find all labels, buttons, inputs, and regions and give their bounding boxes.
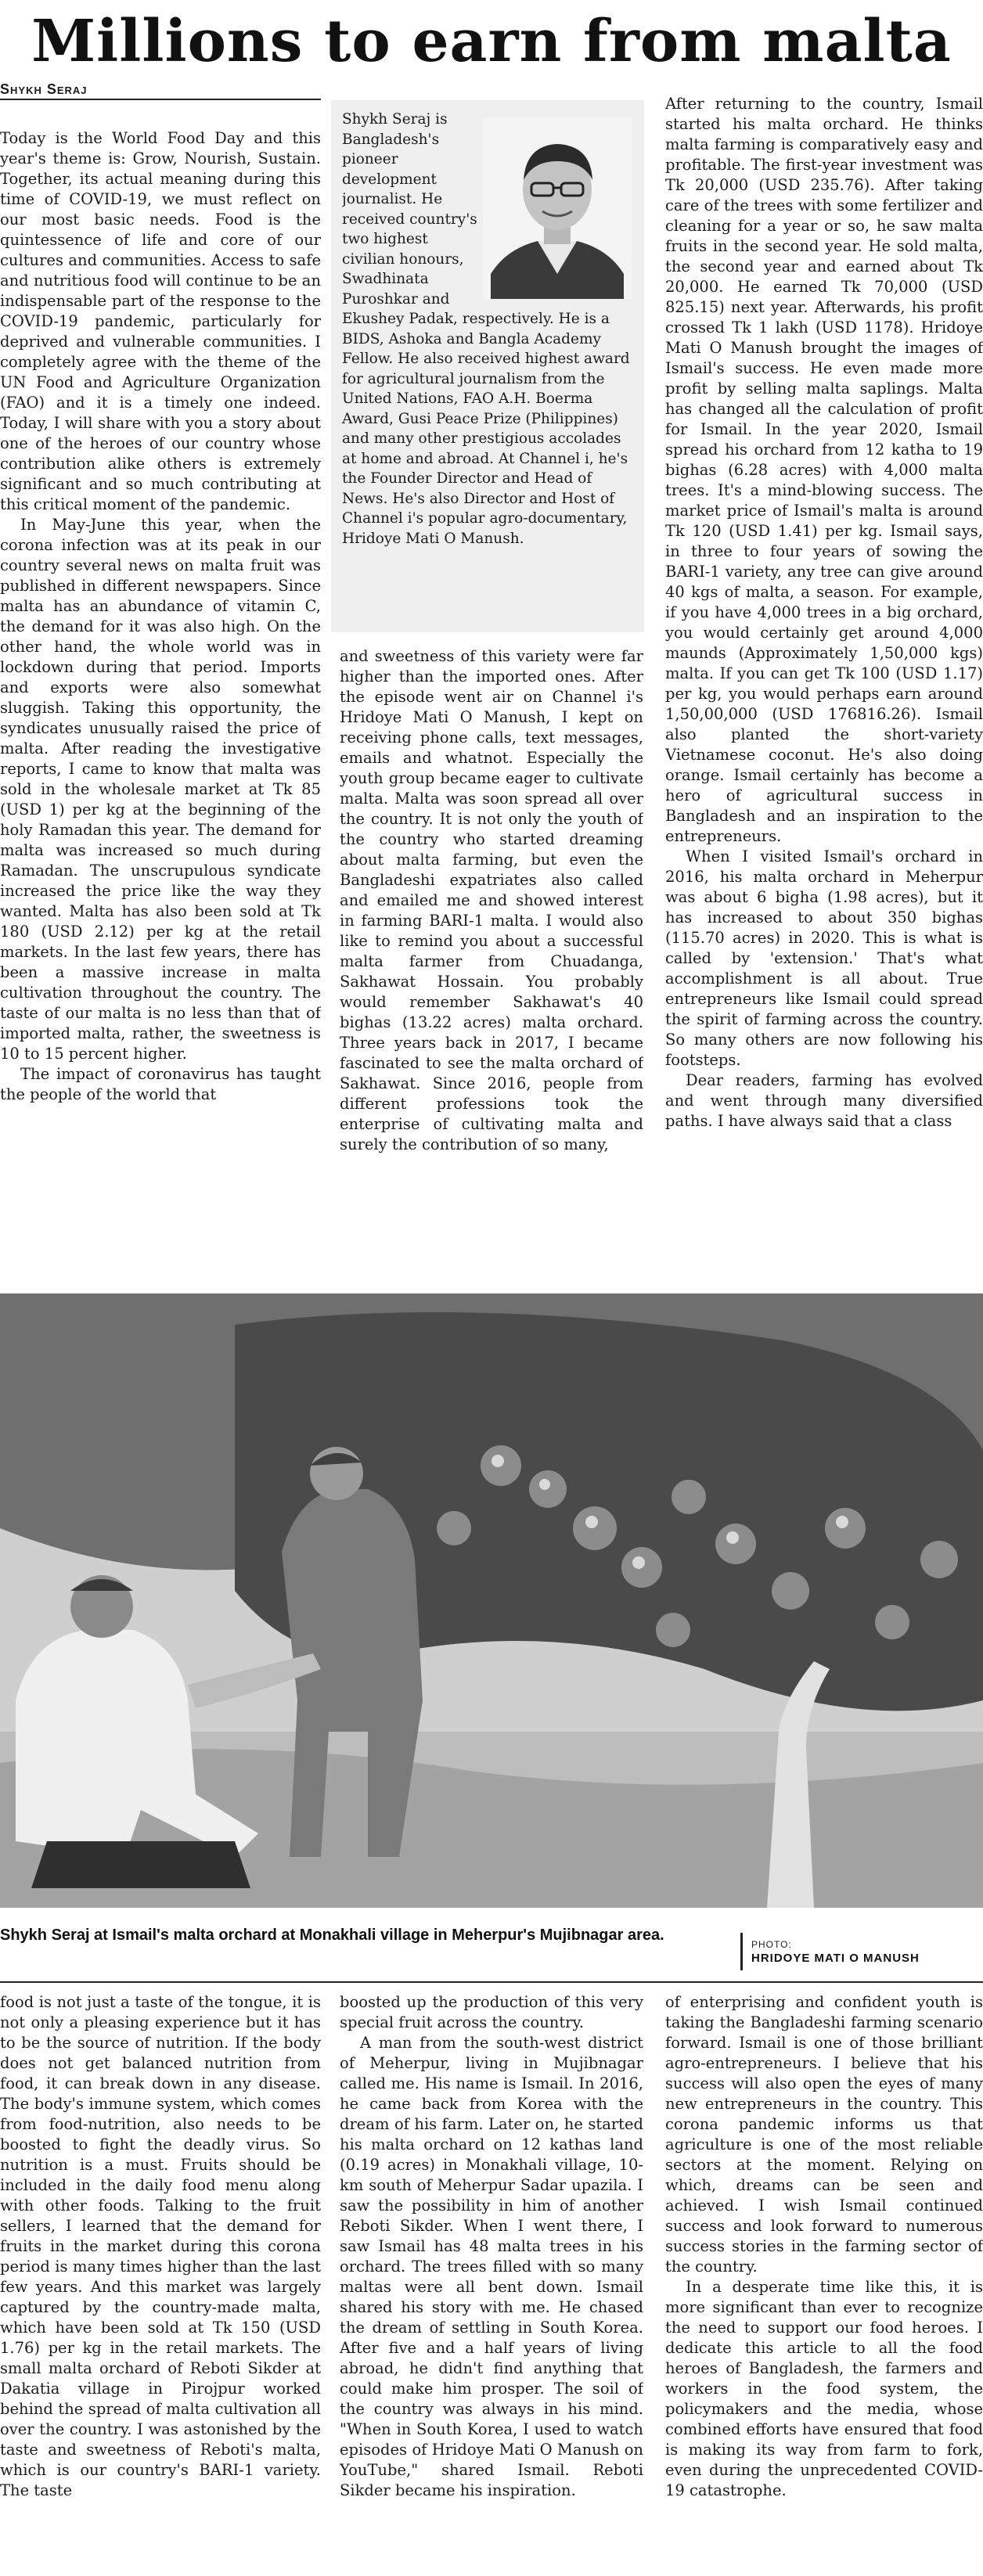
paragraph: of enterprising and confident youth is taking the Bangladeshi farming scenario forward. Ismail is one of those brilliant agro-entrepreneurs. I believe that his success will also open the eyes of many new entrepreneurs in the country. This corona pandemic informs us that agriculture is one of the most reliable sectors at the moment. Relying on which, dreams can be seen and achieved. I wish Ismail continued success and look forward to numerous success stories in the farming sector of the country. bbox=[665, 1993, 983, 2276]
paragraph: After returning to the country, Ismail started his malta orchard. He thinks malta farming is comparatively easy and profitable. The first-year investment was Tk 20,000 (USD 235.76). After taking care of the trees with some fertilizer and cleaning for a year or so, he saw malta fruits in the second year. He sold malta, the second year and earned about Tk 20,000. He earned Tk 70,000 (USD 825.15) next year. Afterwards, his profit crossed Tk 1 lakh (USD 1178). Hridoye Mati O Manush brought the images of Ismail's success. He even made more profit by selling malta saplings. Malta has changed all the calculation of profit for Ismail. In the year 2020, Ismail spread his orchard from 12 katha to 19 bighas (6.28 acres) with 4,000 malta trees. It's a mind-blowing success. The market price of Ismail's malta is around Tk 120 (USD 1.41) per kg. Ismail says, in three to four years of sowing the BARI-1 variety, any tree can give around 40 kgs of malta, a season. For example, if you have 4,000 trees in a big orchard, you would certainly get around 4,000 maunds (Approximately 1,50,000 kgs) malta. If you can get Tk 100 (USD 1.17) per kg, you would perhaps earn around 1,50,00,000 (USD 176816.26). Ismail also planted the short-variety Vietnamese coconut. He's also doing orange. Ismail certainly has become a hero of agricultural success in Bangladesh and an inspiration to the entrepreneurs. bbox=[665, 95, 983, 845]
paragraph: In a desperate time like this, it is more significant than ever to recognize the need to support our food heroes. I dedicate this article to all the food heroes of Bangladesh, the farmers and workers in the food system, the policymakers and the media, whose combined efforts have ensured that food is making its way from farm to fork, even during the unprecedented COVID-19 catastrophe. bbox=[665, 2278, 983, 2499]
paragraph: Today is the World Food Day and this year's theme is: Grow, Nourish, Sustain. Together, its actual meaning during this time of COVID-19, we must reflect on our most basic needs. Food is the quintessence of life and core of our cultures and communities. Access to safe and nutritious food will continue to be an indispensable part of the response to the COVID-19 pandemic, particularly for deprived and vulnerable communities. I completely agree with the theme of the UN Food and Agriculture Organization (FAO) and it is a timely one indeed. Today, I will share with you a story about one of the heroes of our country whose contribution alike others is extremely significant and so much contributing at this critical moment of the pandemic. bbox=[0, 129, 321, 513]
paragraph: food is not just a taste of the tongue, it is not only a pleasing experience but it has to be the source of nutrition. If the body does not get balanced nutrition from food, it can break down in any disease. The body's immune system, which comes from food-nutrition, also needs to be boosted to fight the deadly virus. So nutrition is a must. Fruits should be included in the daily food menu along with other foods. Talking to the fruit sellers, I learned that the demand for fruits in the market during this corona period is many times higher than the last few years. And this market was largely captured by the country-made malta, which have been sold at Tk 150 (USD 1.76) per kg in the retail markets. The small malta orchard of Reboti Sikder at Dakatia village in Pirojpur worked behind the spread of malta cultivation all over the country. I was astonished by the taste and sweetness of Reboti's malta, which is our country's BARI-1 variety. The taste bbox=[0, 1993, 321, 2499]
column-6 bbox=[665, 1992, 983, 2571]
byline-rule bbox=[0, 99, 321, 100]
paragraph: and sweetness of this variety were far higher than the imported ones. After the episode went air on Channel i's Hridoye Mati O Manush, I kept on receiving phone calls, text messages, emails and whatnot. Especially the youth group became eager to cultivate malta. Malta was soon spread all over the country. It is not only the youth of the country who started dreaming about malta farming, but even the Bangladeshi expatriates also called and emailed me and showed interest in farming BARI-1 malta. I would also like to remind you about a successful malta farmer from Chuadanga, Sakhawat Hossain. You probably would remember Sakhawat's 40 bighas (13.22 acres) malta orchard. Three years back in 2017, I became fascinated to see the malta orchard of Sakhawat. Since 2016, people from different professions took the enterprise of cultivating malta and surely the contribution of so many, bbox=[340, 647, 643, 1153]
orchard-photo bbox=[0, 1293, 983, 1908]
paragraph: The impact of coronavirus has taught the people of the world that bbox=[0, 1065, 321, 1103]
photo-credit-label: PHOTO: bbox=[751, 1939, 792, 1950]
caption-rule bbox=[0, 1981, 983, 1983]
column-5 bbox=[340, 1992, 643, 2571]
author-bio-text bbox=[342, 110, 636, 626]
bio-paragraph: Shykh Seraj is Bangladesh's pioneer development journalist. He received country's two highest civilian honours, Swadhinata Puroshkar and Ekushey Padak, respectively. He is a BIDS, Ashoka and Bangla Academy Fellow. He also received highest award for agricultural journalism from the United Nations, FAO A.H. Boerma Award, Gusi Peace Prize (Philippines) and many other prestigious accolades at home and abroad. At Channel i, he's the Founder Director and Head of News. He's also Director and Host of Channel i's popular agro-documentary, Hridoye Mati O Manush. bbox=[342, 111, 630, 547]
photo-caption: Shykh Seraj at Ismail's malta orchard at Monakhali village in Meherpur's Mujibnagar area. bbox=[0, 1927, 664, 1944]
paragraph: boosted up the production of this very special fruit across the country. bbox=[340, 1993, 643, 2031]
column-2 bbox=[340, 646, 643, 1276]
column-4 bbox=[0, 1992, 321, 2571]
portrait-spacer bbox=[485, 110, 636, 300]
orchard-photo-image bbox=[0, 1293, 983, 1908]
column-3 bbox=[665, 94, 983, 1276]
paragraph: Dear readers, farming has evolved and went through many diversified paths. I have always said that a class bbox=[665, 1071, 983, 1130]
photo-credit-name: HRIDOYE MATI O MANUSH bbox=[751, 1952, 920, 1965]
column-1 bbox=[0, 128, 321, 1275]
paragraph: In May-June this year, when the corona infection was at its peak in our country several news on malta fruit was published in different newspapers. Since malta has an abundance of vitamin C, the demand for it was also high. On the other hand, the whole world was in lockdown during that period. Imports and exports were also somewhat sluggish. Taking this opportunity, the syndicates unusually raised the price of malta. After reading the investigative reports, I came to know that malta was sold in the wholesale market at Tk 85 (USD 1) per kg at the beginning of the holy Ramadan this year. The demand for malta was increased so much during Ramadan. The unscrupulous syndicate increased the price like the way they wanted. Malta has also been sold at Tk 180 (USD 2.12) per kg at the retail markets. In the last few years, there has been a massive increase in malta cultivation throughout the country. The taste of our malta is no less than that of imported malta, rather, the sweetness is 10 to 15 percent higher. bbox=[0, 516, 321, 1063]
headline: Millions to earn from malta bbox=[31, 8, 952, 75]
credit-divider bbox=[740, 1933, 743, 1970]
paragraph: A man from the south-west district of Meherpur, living in Mujibnagar called me. His name is Ismail. In 2016, he came back from Korea with the dream of his farm. Later on, he started his malta orchard on 12 kathas land (0.19 acres) in Monakhali village, 10-km south of Meherpur Sadar upazila. I saw the possibility in him of another Reboti Sikder. When I went there, I saw Ismail has 48 malta trees in his orchard. The trees filled with so many maltas were all bent down. Ismail shared his story with me. He chased the dream of settling in South Korea. After five and a half years of living abroad, he didn't find anything that could make him prosper. The soil of the country was always in his mind. "When in South Korea, I used to watch episodes of Hridoye Mati O Manush on YouTube," shared Ismail. Reboti Sikder became his inspiration. bbox=[340, 2034, 643, 2499]
paragraph: When I visited Ismail's orchard in 2016, his malta orchard in Meherpur was about 6 bigha (1.98 acres), but it has increased to about 350 bighas (115.70 acres) in 2020. This is what is called by 'extension.' That's what accomplishment is all about. True entrepreneurs like Ismail could spread the spirit of farming across the country. So many others are now following his footsteps. bbox=[665, 847, 983, 1069]
byline: Shykh Seraj bbox=[0, 81, 88, 97]
